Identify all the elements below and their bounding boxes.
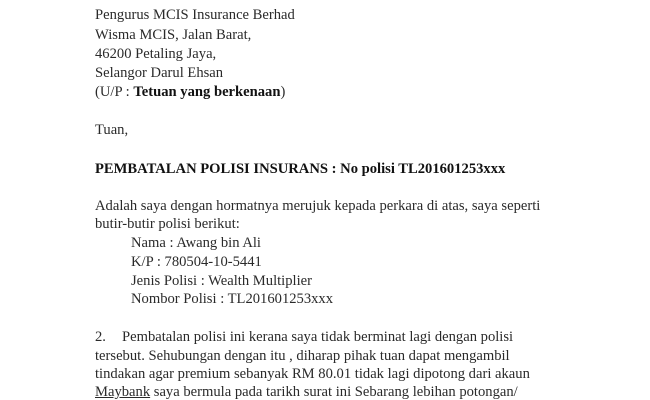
address-line-3: 46200 Petaling Jaya, (95, 46, 217, 62)
detail-nombor-polisi: Nombor Polisi : TL201601253xxx (131, 291, 334, 307)
address-line-4: Selangor Darul Ehsan (95, 65, 224, 81)
paragraph-2-line-2: tersebut. Sehubungan dengan itu , diharap pihak tuan dapat mengambil (95, 348, 510, 364)
detail-kp: K/P : 780504-10-5441 (131, 254, 262, 270)
attention-name: Tetuan yang berkenaan (133, 84, 281, 100)
subject-heading: PEMBATALAN POLISI INSURANS : No polisi TL201601253xxx (95, 161, 506, 177)
attention-prefix: (U/P : (95, 84, 134, 100)
bank-name: Maybank (95, 384, 151, 400)
intro-line-2: butir-butir polisi berikut: (95, 216, 240, 232)
detail-nama: Nama : Awang bin Ali (131, 235, 261, 251)
address-line-1: Pengurus MCIS Insurance Berhad (95, 7, 295, 23)
paragraph-2-line-1: Pembatalan polisi ini kerana saya tidak berminat lagi dengan polisi (122, 329, 514, 345)
paragraph-2-line-4 (95, 383, 518, 400)
attention-line (95, 83, 285, 101)
paragraph-2-line-4-rest: saya bermula pada tarikh surat ini Sebarang lebihan potongan/ (150, 384, 518, 400)
attention-suffix: ) (280, 84, 286, 100)
intro-line-1: Adalah saya dengan hormatnya merujuk kepada perkara di atas, saya seperti (95, 198, 541, 214)
detail-jenis-polisi: Jenis Polisi : Wealth Multiplier (131, 273, 312, 289)
paragraph-2-line-3: tindakan agar premium sebanyak RM 80.01 tidak lagi dipotong dari akaun (95, 366, 530, 382)
salutation: Tuan, (95, 122, 129, 138)
address-line-2: Wisma MCIS, Jalan Barat, (95, 27, 252, 43)
paragraph-2-number: 2. (95, 329, 106, 345)
